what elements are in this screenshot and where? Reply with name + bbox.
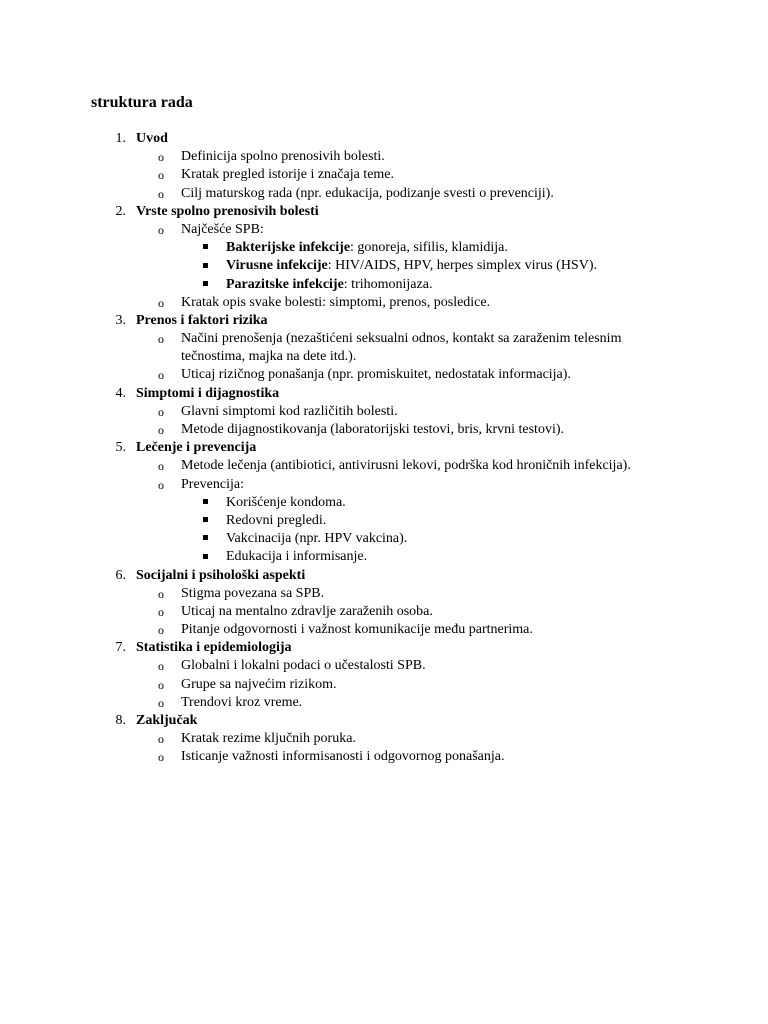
sub-item-description: Korišćenje kondoma. bbox=[226, 494, 346, 510]
sub-item-description: : trihomonijaza. bbox=[343, 276, 433, 292]
sub-list-item-text bbox=[226, 239, 508, 257]
section-heading-row bbox=[0, 130, 768, 148]
sub-list-item-text bbox=[226, 548, 367, 566]
section-number: 7. bbox=[115, 640, 126, 656]
square-bullet-icon bbox=[203, 548, 208, 566]
sub-list-item bbox=[0, 530, 768, 548]
list-item-line: Najčešće SPB: bbox=[181, 221, 264, 237]
square-bullet-icon bbox=[203, 512, 208, 530]
list-item-line: Stigma povezana sa SPB. bbox=[181, 585, 325, 601]
sub-list-item bbox=[0, 239, 768, 257]
list-item-line: Uticaj rizičnog ponašanja (npr. promiskuitet, nedostatak informacija). bbox=[181, 367, 571, 383]
circle-bullet-icon: o bbox=[158, 423, 164, 438]
section-number: 2. bbox=[115, 203, 126, 219]
document-title: struktura rada bbox=[91, 94, 193, 111]
sub-item-description: : gonoreja, sifilis, klamidija. bbox=[350, 240, 508, 256]
list-item bbox=[0, 421, 768, 439]
list-item-line: Definicija spolno prenosivih bolesti. bbox=[181, 149, 385, 165]
list-item bbox=[0, 148, 768, 166]
list-item-text bbox=[181, 403, 398, 421]
list-item-line: Globalni i lokalni podaci o učestalosti SPB. bbox=[181, 658, 426, 674]
section-heading: Vrste spolno prenosivih bolesti bbox=[136, 203, 319, 219]
circle-bullet-icon: o bbox=[158, 368, 164, 383]
sub-list-item bbox=[0, 257, 768, 275]
list-item bbox=[0, 294, 768, 312]
list-item bbox=[0, 748, 768, 766]
section-number: 1. bbox=[115, 131, 126, 146]
section-heading-row bbox=[0, 639, 768, 657]
circle-bullet-icon: o bbox=[158, 695, 164, 710]
section-heading: Zaključak bbox=[136, 713, 198, 729]
sub-item-bold-term: Parazitske infekcije bbox=[226, 276, 344, 292]
list-item-text bbox=[181, 621, 533, 639]
list-item-line: Trendovi kroz vreme. bbox=[181, 694, 303, 710]
list-item-line: Grupe sa najvećim rizikom. bbox=[181, 676, 337, 692]
section-number: 6. bbox=[115, 567, 126, 583]
square-bullet-icon bbox=[203, 276, 208, 294]
circle-bullet-icon: o bbox=[158, 623, 164, 638]
list-item-text bbox=[181, 366, 571, 384]
list-item-line: Uticaj na mentalno zdravlje zaraženih osoba. bbox=[181, 603, 433, 619]
list-item bbox=[0, 221, 768, 239]
sub-item-description: Edukacija i informisanje. bbox=[226, 549, 368, 565]
circle-bullet-icon: o bbox=[158, 459, 164, 474]
list-item bbox=[0, 676, 768, 694]
square-bullet-icon bbox=[203, 530, 208, 548]
list-item bbox=[0, 185, 768, 203]
section-heading: Prenos i faktori rizika bbox=[136, 312, 268, 328]
square-bullet-icon bbox=[203, 494, 208, 512]
list-item-text bbox=[181, 166, 394, 184]
sub-list-item bbox=[0, 512, 768, 530]
circle-bullet-icon: o bbox=[158, 677, 164, 692]
list-item-text bbox=[181, 676, 337, 694]
list-item-text bbox=[181, 694, 302, 712]
square-bullet-icon bbox=[203, 239, 208, 257]
list-item-text bbox=[181, 221, 264, 239]
list-item-line: Glavni simptomi kod različitih bolesti. bbox=[181, 403, 398, 419]
list-item-line: Pitanje odgovornosti i važnost komunikacije među partnerima. bbox=[181, 622, 533, 638]
list-item-line: Metode dijagnostikovanja (laboratorijski testovi, bris, krvni testovi). bbox=[181, 422, 564, 438]
circle-bullet-icon: o bbox=[158, 332, 164, 347]
list-item-text bbox=[181, 148, 385, 166]
section-heading-row bbox=[0, 385, 768, 403]
list-item-text bbox=[181, 476, 244, 494]
sub-list-item-text bbox=[226, 276, 432, 294]
circle-bullet-icon: o bbox=[158, 586, 164, 601]
list-item-line: Kratak pregled istorije i značaja teme. bbox=[181, 167, 395, 183]
list-item bbox=[0, 457, 768, 475]
section-number: 5. bbox=[115, 440, 126, 456]
list-item bbox=[0, 621, 768, 639]
sub-list-item-text bbox=[226, 512, 326, 530]
list-item-line: Kratak rezime ključnih poruka. bbox=[181, 731, 356, 747]
sub-item-bold-term: Virusne infekcije bbox=[226, 258, 328, 274]
sub-item-description: Vakcinacija (npr. HPV vakcina). bbox=[226, 531, 408, 547]
circle-bullet-icon: o bbox=[158, 604, 164, 619]
circle-bullet-icon: o bbox=[158, 732, 164, 747]
list-item-text bbox=[181, 294, 490, 312]
section-heading: Simptomi i dijagnostika bbox=[136, 385, 280, 401]
section-heading: Statistika i epidemiologija bbox=[136, 640, 292, 656]
list-item bbox=[0, 694, 768, 712]
section-heading: Socijalni i psihološki aspekti bbox=[136, 567, 306, 583]
sub-item-bold-term: Bakterijske infekcije bbox=[226, 240, 351, 256]
list-item-line: Kratak opis svake bolesti: simptomi, prenos, posledice. bbox=[181, 294, 491, 310]
list-item bbox=[0, 166, 768, 184]
list-item-line: Isticanje važnosti informisanosti i odgovornog ponašanja. bbox=[181, 749, 505, 765]
section-number: 8. bbox=[115, 713, 126, 729]
list-item-text bbox=[181, 185, 554, 203]
circle-bullet-icon: o bbox=[158, 477, 164, 492]
list-item-text bbox=[181, 457, 631, 475]
list-item-text bbox=[181, 421, 564, 439]
circle-bullet-icon: o bbox=[158, 295, 164, 310]
list-item bbox=[0, 585, 768, 603]
section-heading-row bbox=[0, 439, 768, 457]
list-item-continuation: tečnostima, majka na dete itd.). bbox=[181, 349, 357, 365]
list-item-text bbox=[181, 585, 324, 603]
section-heading-row bbox=[0, 567, 768, 585]
sub-list-item-text bbox=[226, 530, 407, 548]
list-item-text bbox=[181, 657, 426, 675]
circle-bullet-icon: o bbox=[158, 168, 164, 183]
circle-bullet-icon: o bbox=[158, 186, 164, 201]
list-item-text bbox=[181, 603, 433, 621]
section-heading: Uvod bbox=[136, 131, 168, 146]
list-item-text bbox=[181, 730, 356, 748]
sub-list-item bbox=[0, 494, 768, 512]
sub-item-description: : HIV/AIDS, HPV, herpes simplex virus (HSV). bbox=[327, 258, 597, 274]
section-heading-row bbox=[0, 712, 768, 730]
circle-bullet-icon: o bbox=[158, 750, 164, 765]
sub-item-description: Redovni pregledi. bbox=[226, 512, 327, 528]
sub-list-item-text bbox=[226, 494, 346, 512]
circle-bullet-icon: o bbox=[158, 404, 164, 419]
section-heading: Lečenje i prevencija bbox=[136, 440, 257, 456]
list-item-line: Načini prenošenja (nezaštićeni seksualni odnos, kontakt sa zaraženim telesnim bbox=[181, 331, 622, 347]
circle-bullet-icon: o bbox=[158, 222, 164, 237]
list-item-line: Metode lečenja (antibiotici, antivirusni lekovi, podrška kod hroničnih infekcija). bbox=[181, 458, 631, 474]
section-heading-row bbox=[0, 312, 768, 330]
section-number: 4. bbox=[115, 385, 126, 401]
circle-bullet-icon: o bbox=[158, 150, 164, 165]
sub-list-item bbox=[0, 276, 768, 294]
sub-list-item-text bbox=[226, 257, 597, 275]
section-number: 3. bbox=[115, 312, 126, 328]
list-item bbox=[0, 366, 768, 384]
circle-bullet-icon: o bbox=[158, 659, 164, 674]
list-item-line: Cilj maturskog rada (npr. edukacija, podizanje svesti o prevenciji). bbox=[181, 185, 554, 201]
square-bullet-icon bbox=[203, 257, 208, 275]
list-item-line: Prevencija: bbox=[181, 476, 244, 492]
list-item bbox=[0, 603, 768, 621]
list-item bbox=[0, 476, 768, 494]
list-item-text bbox=[181, 330, 621, 366]
sub-list-item bbox=[0, 548, 768, 566]
section-heading-row bbox=[0, 203, 768, 221]
list-item bbox=[0, 330, 768, 366]
outline-list bbox=[0, 130, 768, 767]
list-item bbox=[0, 730, 768, 748]
list-item-text bbox=[181, 748, 505, 766]
list-item bbox=[0, 657, 768, 675]
list-item bbox=[0, 403, 768, 421]
